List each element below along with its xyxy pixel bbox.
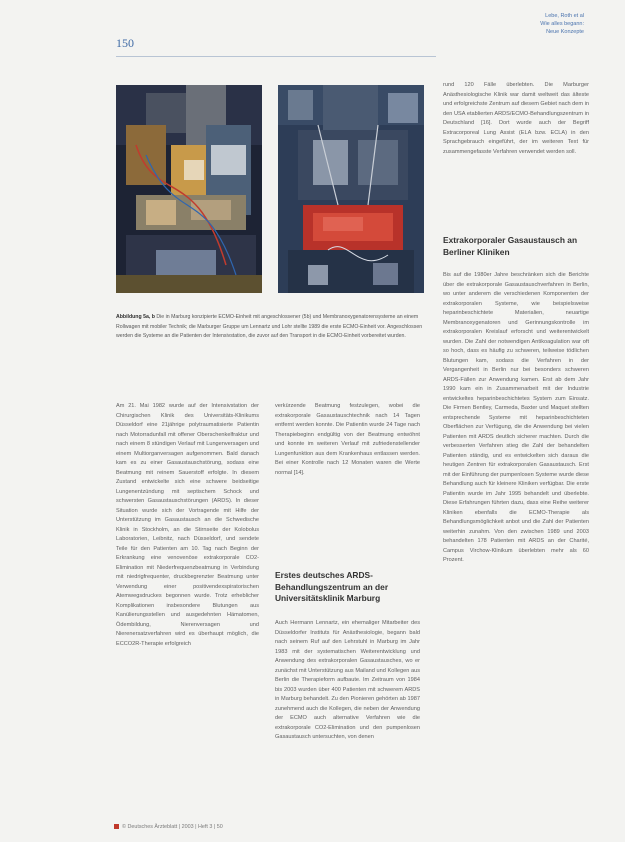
ecmo-unit-photo-a [116,85,262,293]
section-heading-marburg: Erstes deutsches ARDS-Behandlungszentrum an der Universitätsklinik Marburg [275,570,389,603]
running-head-line: Wie alles begann: [540,21,584,27]
body-column-1: Am 21. Mai 1982 wurde auf der Intensivstation der Chirurgischen Klinik des Universitäts-Klinikums Düsseldorf eine 21jährige polytraumatisierte Patientin nach Motorradunfall mit offener Oberschenkelfraktur und nach einem 8 stündigen Verlauf mit Lungenversagen und einem Multiorganversagen aufgenommen. Bald danach kam es zu einer Gasaustauschstörung, sodass eine Beatmung mit reinem Sauerstoff erfolgte. In diesem Zustand entwickelte sich eine schwere beidseitige Lungenentzündung mit septischem Schock und schwersten Gasaustauschstörungen (ARDS). In dieser Situation wurde sich der Vortragende mit Hilfe der Unterstützung im Gasaustausch an die Schwedische Klinik in Stockholm, an die Stirnseite der Kolobolus Laboratorien, Leibnitz, nach Düsseldorf, und sendete Teile für den Patienten am 10. Tag nach Beginn der Erkrankung eine venovenöse extrakorporale CO2-Elimination mit Niederfrequenzbeatmung in Verbindung mit niedrigfrequenter, druckbegrenzter Beatmung unter Verwendung einer positivendexspiratorischen Atemwegsdruckes begonnen wurde. Trotz erheblicher Komplikationen insbesondere Blutungen aus Kanülierungsstellen und ausgedehnten Hämatomen, Ödembildung, Nierenversagen und Nierenersatzverfahren wird es überhaupt möglich, die ECCO2R-Therapie erfolgreich [116,403,259,647]
body-column-3: Bis auf die 1980er Jahre beschränken sich die Berichte über die extrakorporale Gasaustauschverfahren in Berlin, wo unter anderem die verschiedenen Komponenten der extrakorporalen Systeme, wie beispielsweise heparinbeschichtete Materialien, neuartige Membranoxygenatoren und Gerinnungskontrolle im extrakorporalen Kreislauf erforscht und weiterentwickelt wurden. Die Zahl der notwendigen Antikoagulation war oft so hoch, dass es häufig zu schweren, teilweise tödlichen Blutungen kam, sodass die Verfahren in der Vergangenheit in Berlin nur bei besonders schweren ARDS-Fällen zur Anwendung kamen. Erst ab dem Jahr 1990 kam ein in Zusammenarbeit mit der Industrie entwickeltes heparinbeschichtetes System zum Einsatz. Die Firmen Bentley, Carmeda, Baxter und Maquet stellten entsprechende Systeme mit heparinbeschichteten Oberflächen zur Verfügung, die die Anwendung bei vielen Patienten mit ARDS deutlich sicherer machten. Durch die verbesserten Verfahren stieg die Zahl der behandelten Patienten ständig, und es entwickelten sich daraus die heutigen Zentren für extrakorporalen Gasaustausch. Erst mit der Einführung der pumpenlosen Systeme wurde diese Behandlung auch für kleinere Kliniken verfügbar. Die erste Patientin wurde im Jahr 1995 behandelt und überlebte. Diese Erfahrungen führten dazu, dass eine Reihe weiterer Kliniken ebenfalls die ECMO-Therapie als Behandlungsmöglichkeit anbot und die Zahl der Patienten weiterhin zunahm. Von den zwischen 1989 und 2003 behandelten 178 Patienten mit ARDS an der Charité, Campus Virchow-Klinikum überlebten mehr als 60 Prozent. [443,272,589,563]
body-column-3-top: rund 120 Fälle überlebten. Die Marburger Anästhesiologische Klinik war damit weltweit das älteste und erfolgreichste Zentrum auf diesem Gebiet nach dem in den USA etablierten ARDS/ECMO-Behandlungszentrum in Deutschland [16]. Dort wurde auch der Begriff Extracorporeal Lung Assist (ELA bzw. ECLA) in den Sprachgebrauch eingeführt, der im weiteren Text für zusammengefasste Verfahren verwendet werden soll. [443,82,589,155]
section-heading-berlin: Extrakorporaler Gasaustausch an Berliner Kliniken [443,235,578,257]
page-footer [114,824,223,830]
body-column-2: verkürzende Beatmung festzulegen, wobei die extrakorporale Gasaustauschtechnik nach 14 Tagen entfernt werden konnte. Die Patientin wurde 24 Tage nach Therapiebeginn endgültig von der Beatmung entwöhnt und konnte im weiteren Verlauf mit zufriedenstellender Lungenfunktion aus dem Krankenhaus entlassen werden. Bei einer Kontrolle nach 12 Monaten waren die Werte normal [14]. [275,403,420,476]
header-rule [116,56,436,57]
footer-marker-icon [114,824,119,829]
running-head-line: Neue Konzepte [546,29,584,35]
footer-text: © Deutsches Ärzteblatt | 2003 | Heft 3 | 50 [122,824,223,830]
body-column-2-section: Auch Hermann Lennartz, ein ehemaliger Mitarbeiter des Düsseldorfer Instituts für Anästhesiologie, begann bald nach seinem Ruf auf den Lehrstuhl in Marburg im Jahr 1983 mit der systematischen Weiterentwicklung und Anwendung des extrakorporalen Gasaustausches, wo er zunächst mit Unterstützung aus Mailand und Kollegen aus Berlin die Therapieform aufbaute. Im Zeitraum von 1984 bis 2003 wurden über 400 Patienten mit schwerem ARDS in Marburg behandelt. Zu den Pionieren gehörten ab 1987 zunehmend auch die Kollegen, die neben der Anwendung der ECMO auch alternative Verfahren wie die extrakorporale CO2-Elimination und den pumpenlosen Gasaustausch untersuchten, von denen [275,620,420,740]
ecmo-unit-photo-b [278,85,424,293]
running-head [464,12,584,36]
caption-label: Abbildung 5a, b [116,314,155,320]
running-head-line: Lebe, Roth et al [545,13,584,19]
page-number: 150 [116,36,134,50]
figure-caption [116,313,426,342]
caption-text: Die in Marburg konzipierte ECMO-Einheit mit angeschlossener (5b) und Membranoxygenatorensysteme an einem Rollwagen mit mobiler Technik; die Marburger Gruppe um Lennartz und Lohr stellte 1989 die erste ECMO-Einheit vor. Angeschlossen werden die Systeme an die Patienten der Intensivstation, die zuvor auf den Transport in die ECMO-Einheit vorbereitet wurden. [116,314,423,340]
